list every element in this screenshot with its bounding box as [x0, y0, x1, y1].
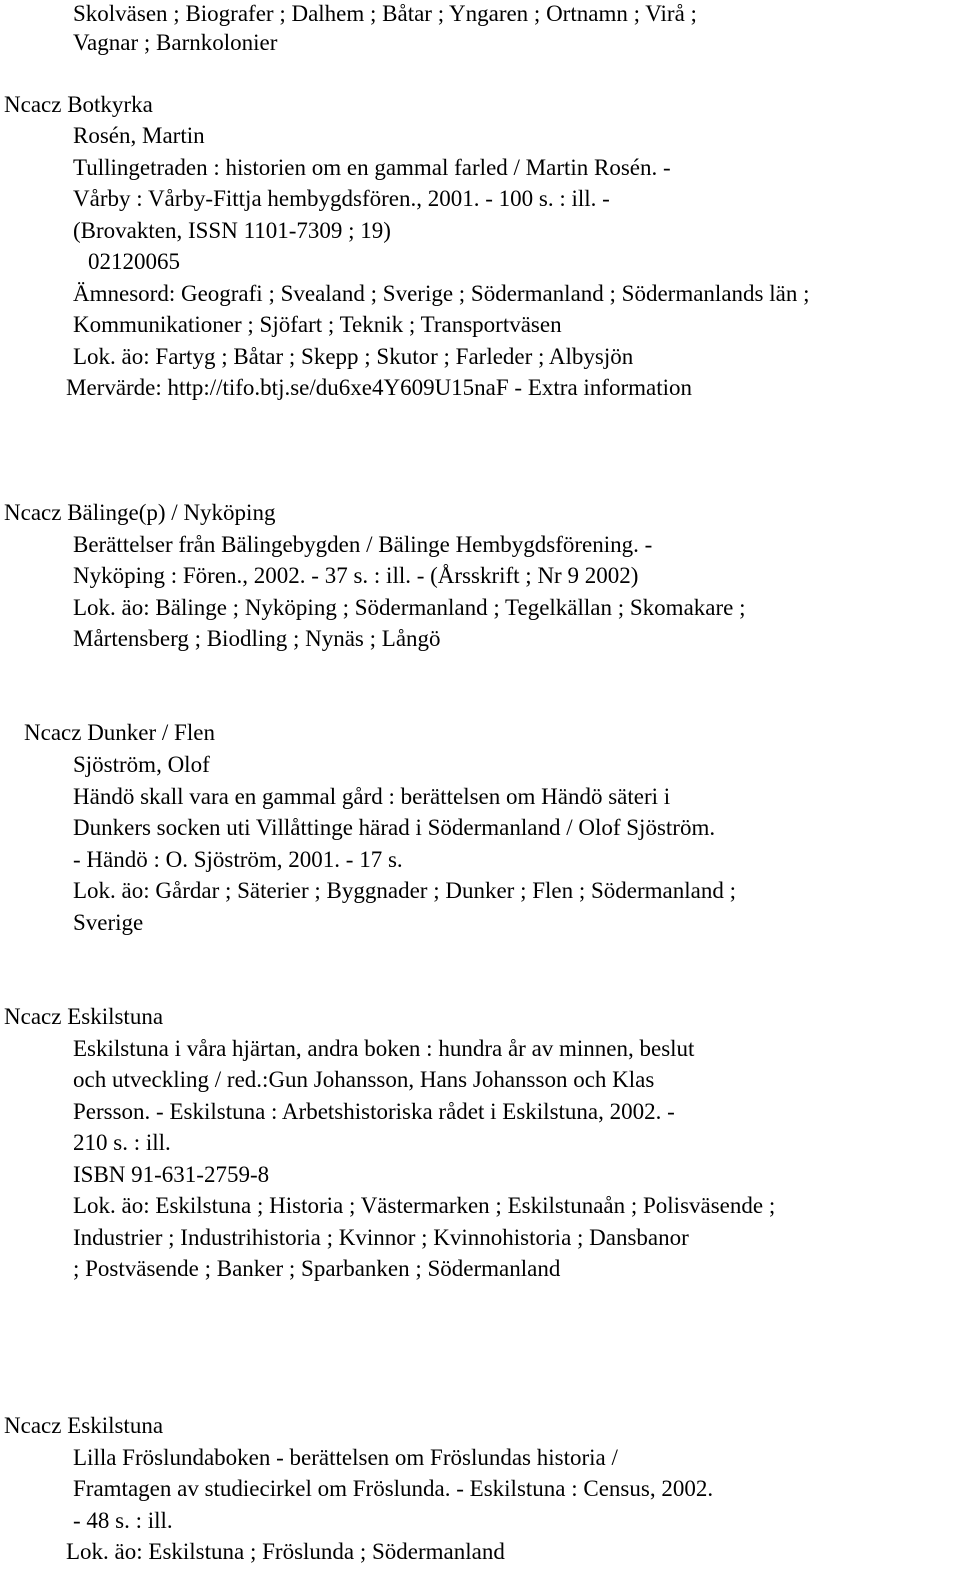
record-title-line: Vårby : Vårby-Fittja hembygdsfören., 2001. - 100 s. : ill. -	[73, 186, 610, 211]
record-title-line: 210 s. : ill.	[73, 1130, 171, 1155]
record-title-line: Händö skall vara en gammal gård : berättelsen om Händö säteri i	[73, 784, 671, 809]
record-added-value-link[interactable]: Mervärde: http://tifo.btj.se/du6xe4Y609U15naF - Extra information	[66, 375, 692, 400]
record-subject-line: Skolväsen ; Biografer ; Dalhem ; Båtar ; Yngaren ; Ortnamn ; Virå ;	[73, 1, 697, 26]
record-subject-line: Kommunikationer ; Sjöfart ; Teknik ; Transportväsen	[73, 312, 562, 337]
record-title-line: - Händö : O. Sjöström, 2001. - 17 s.	[73, 847, 403, 872]
record-title-line: Persson. - Eskilstuna : Arbetshistoriska rådet i Eskilstuna, 2002. -	[73, 1099, 675, 1124]
record-local-subjects: Mårtensberg ; Biodling ; Nynäs ; Långö	[73, 626, 441, 651]
record-title-line: Nyköping : Fören., 2002. - 37 s. : ill. - (Årsskrift ; Nr 9 2002)	[73, 563, 639, 588]
record-classification: Ncacz Bälinge(p) / Nyköping	[4, 500, 276, 525]
record-title-line: Tullingetraden : historien om en gammal farled / Martin Rosén. -	[73, 155, 671, 180]
record-author: Sjöström, Olof	[73, 752, 210, 777]
record-local-subjects: ; Postväsende ; Banker ; Sparbanken ; Södermanland	[73, 1256, 561, 1281]
record-subject-line: Vagnar ; Barnkolonier	[73, 30, 278, 55]
record-title-line: och utveckling / red.:Gun Johansson, Hans Johansson och Klas	[73, 1067, 655, 1092]
record-classification: Ncacz Eskilstuna	[4, 1004, 164, 1029]
record-subject-line: Ämnesord: Geografi ; Svealand ; Sverige ; Södermanland ; Södermanlands län ;	[73, 281, 810, 306]
record-title-line: Lilla Fröslundaboken - berättelsen om Fröslundas historia /	[73, 1445, 618, 1470]
record-local-subjects: Lok. äo: Eskilstuna ; Fröslunda ; Södermanland	[66, 1539, 505, 1564]
record-title-line: Eskilstuna i våra hjärtan, andra boken : hundra år av minnen, beslut	[73, 1036, 695, 1061]
record-local-subjects: Lok. äo: Bälinge ; Nyköping ; Södermanland ; Tegelkällan ; Skomakare ;	[73, 595, 746, 620]
record-classification: Ncacz Eskilstuna	[4, 1413, 164, 1438]
record-series: (Brovakten, ISSN 1101-7309 ; 19)	[73, 218, 391, 243]
record-local-subjects: Lok. äo: Gårdar ; Säterier ; Byggnader ; Dunker ; Flen ; Södermanland ;	[73, 878, 736, 903]
record-classification: Ncacz Dunker / Flen	[24, 720, 215, 745]
record-classification: Ncacz Botkyrka	[4, 92, 153, 117]
record-isbn: ISBN 91-631-2759-8	[73, 1162, 270, 1187]
record-title-line: Framtagen av studiecirkel om Fröslunda. - Eskilstuna : Census, 2002.	[73, 1476, 714, 1501]
record-author: Rosén, Martin	[73, 123, 205, 148]
record-number: 02120065	[88, 249, 180, 274]
record-title-line: - 48 s. : ill.	[73, 1508, 173, 1533]
record-local-subjects: Lok. äo: Eskilstuna ; Historia ; Västermarken ; Eskilstunaån ; Polisväsende ;	[73, 1193, 776, 1218]
record-title-line: Berättelser från Bälingebygden / Bälinge Hembygdsförening. -	[73, 532, 653, 557]
record-local-subjects: Sverige	[73, 910, 144, 935]
record-title-line: Dunkers socken uti Villåttinge härad i Södermanland / Olof Sjöström.	[73, 815, 716, 840]
record-local-subjects: Industrier ; Industrihistoria ; Kvinnor ; Kvinnohistoria ; Dansbanor	[73, 1225, 689, 1250]
record-local-subjects: Lok. äo: Fartyg ; Båtar ; Skepp ; Skutor ; Farleder ; Albysjön	[73, 344, 634, 369]
